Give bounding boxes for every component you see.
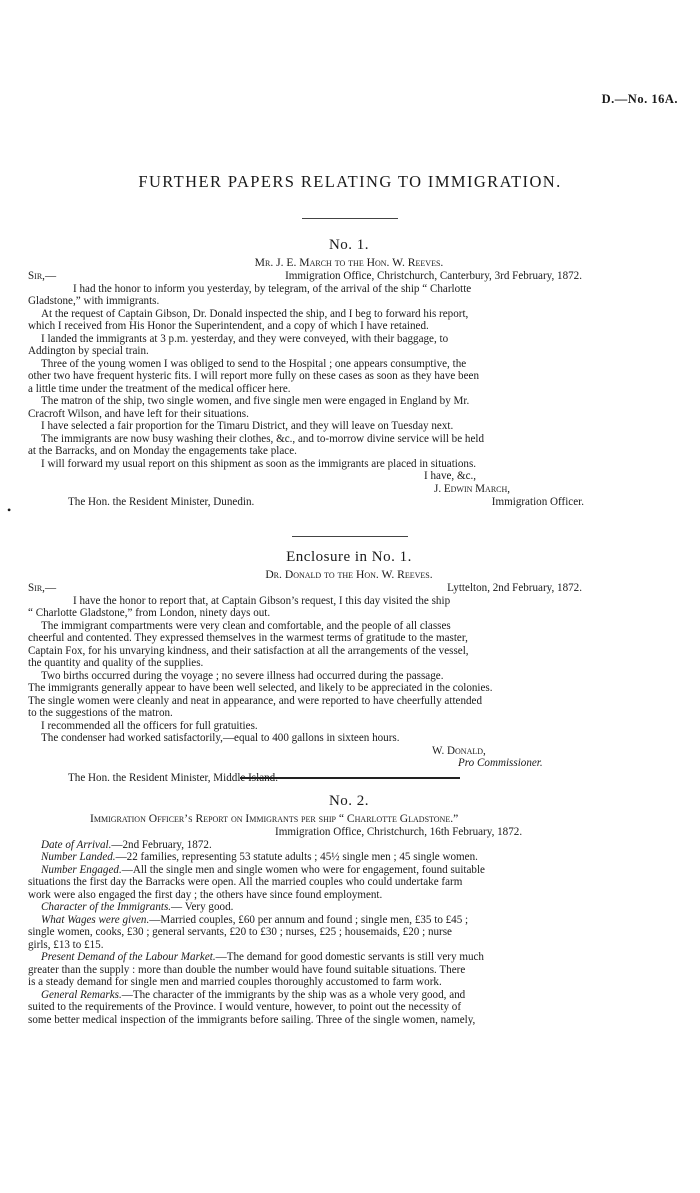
letter-1-line: Addington by special train.: [28, 345, 149, 357]
letter-1-line: The immigrants are now busy washing their clothes, &c., and to-morrow divine service will be held: [41, 432, 485, 445]
report-place-date: Immigration Office, Christchurch, 16th February, 1872.: [275, 826, 523, 838]
letter-1-line: I landed the immigrants at 3 p.m. yesterday, and they were conveyed, with their baggage, to: [41, 332, 449, 345]
report-no-2: [28, 792, 670, 1026]
report-item-text: —The demand for good domestic servants is still very much: [215, 951, 484, 963]
report-item-line: [28, 876, 670, 889]
report-item-line: [28, 964, 670, 977]
title-rule: [302, 218, 398, 219]
report-item-line: [28, 951, 670, 964]
enclosure-address-line: [28, 582, 670, 595]
enclosure-line: The immigrants generally appear to have been well selected, and likely to be appreciated in the colonies.: [28, 682, 493, 694]
report-item-label: Number Landed.: [41, 851, 116, 863]
enclosure-line: The condenser had worked satisfactorily,—equal to 400 gallons in sixteen hours.: [41, 732, 400, 744]
letter-1-signature-title: Immigration Officer.: [491, 496, 584, 508]
report-item-line: [28, 864, 670, 877]
letter-1-line: I have selected a fair proportion for the Timaru District, and they will leave on Tuesday next.: [41, 420, 454, 432]
letter-1-line: at the Barracks, and on Monday the engagements take place.: [28, 445, 297, 457]
enclosure-line: Captain Fox, for his unvarying kindness, and their satisfaction at all the arrangements of the vessel,: [28, 644, 469, 657]
report-item-line: [28, 989, 670, 1002]
report-item-text: —The character of the immigrants by the ship was as a whole very good, and: [121, 988, 466, 1001]
letter-1-line: At the request of Captain Gibson, Dr. Donald inspected the ship, and I beg to forward his report,: [41, 307, 469, 320]
report-heading-text: Immigration Officer’s Report on Immigrants per ship “ Charlotte Gladstone.”: [90, 812, 459, 825]
enclosure-place-date: Lyttelton, 2nd February, 1872.: [447, 582, 582, 594]
enclosure-addressee: The Hon. the Resident Minister, Middle Island.: [68, 771, 278, 784]
letter-1-line: I had the honor to inform you yesterday, by telegram, of the arrival of the ship “ Charlotte: [73, 282, 472, 295]
letter-1-line: Cracroft Wilson, and have left for their situations.: [28, 407, 249, 420]
enclosure-line: I recommended all the officers for full gratuities.: [41, 719, 258, 732]
report-item-text: — Very good.: [171, 901, 234, 913]
section-rule-heavy: [240, 777, 460, 779]
report-items: [28, 839, 670, 1027]
enclosure-signature: W. Donald,: [432, 744, 486, 757]
letter-1-line: Three of the young women I was obliged to send to the Hospital ; one appears consumptive, the: [41, 357, 467, 370]
document-title: FURTHER PAPERS RELATING TO IMMIGRATION.: [138, 172, 562, 191]
letter-1-heading: Mr. J. E. March to the Hon. W. Reeves.: [254, 256, 444, 269]
enclosure-heading: Dr. Donald to the Hon. W. Reeves.: [265, 568, 433, 581]
report-item-text: —2nd February, 1872.: [111, 838, 212, 851]
letter-1-line: Gladstone,” with immigrants.: [28, 295, 160, 307]
report-item-text: is a steady demand for single men and married couples thoroughly accustomed to farm work.: [28, 976, 442, 988]
letter-1-line: which I received from His Honor the Superintendent, and a copy of which I have retained.: [28, 320, 429, 332]
enclosure-line: I have the honor to report that, at Captain Gibson’s request, I this day visited the ship: [73, 594, 451, 607]
report-item-line: [28, 1014, 670, 1027]
report-item-text: situations the first day the Barracks were open. All the married couples who could undertake farm: [28, 876, 463, 888]
report-item-text: suited to the requirements of the Province. I would venture, however, to point out the necessity of: [28, 1001, 462, 1013]
letter-1-salutation: Sir,—: [28, 270, 57, 282]
report-item-label: Number Engaged.: [41, 863, 122, 876]
report-item-line: [28, 914, 670, 927]
enclosure-signature-title-text: Pro Commissioner.: [458, 757, 543, 769]
section-rule: [292, 536, 408, 537]
report-item-line: [28, 1001, 670, 1014]
margin-mark: •: [7, 503, 12, 517]
report-item-text: single women, cooks, £30 ; general servants, £20 to £30 ; nurses, £25 ; housemaids, £20 ; nurse: [28, 926, 452, 938]
report-item-line: [28, 889, 670, 902]
report-item-text: work were also engaged the first day ; the others have since found employment.: [28, 888, 383, 901]
letter-1-line: other two have frequent hysteric fits. I will report more fully on these cases as soon as they have been: [28, 370, 480, 382]
document-reference: D.—No. 16A.: [601, 92, 678, 106]
report-item-label: Character of the Immigrants.: [41, 901, 172, 913]
letter-1-number: No. 1.: [328, 237, 370, 253]
letter-1-address-line: [28, 270, 670, 283]
report-heading: [28, 812, 670, 826]
enclosure-line: “ Charlotte Gladstone,” from London, ninety days out.: [28, 607, 271, 619]
enclosure-salutation: Sir,—: [28, 582, 57, 594]
letter-1-footer-line: [28, 496, 670, 509]
enclosure-line: to the suggestions of the matron.: [28, 707, 173, 719]
report-item-line: [28, 901, 670, 914]
report-item-text: some better medical inspection of the immigrants before sailing. Three of the single women, namely,: [28, 1013, 476, 1026]
report-item-text: —All the single men and single women who were for engagement, found suitable: [121, 863, 485, 876]
report-item-line: [28, 851, 670, 864]
enclosure-line: The single women were cleanly and neat in appearance, and were reported to have cheerfully attended: [28, 694, 483, 707]
report-item-text: —22 families, representing 53 statute adults ; 45½ single men ; 45 single women.: [115, 851, 478, 863]
report-item-line: [28, 839, 670, 852]
enclosure-line: The immigrant compartments were very clean and comfortable, and the people of all classes: [41, 619, 451, 632]
enclosure: [28, 548, 670, 784]
report-item-label: General Remarks.: [41, 988, 122, 1001]
report-item-text: girls, £13 to £15.: [28, 938, 104, 951]
enclosure-number: Enclosure in No. 1.: [286, 549, 412, 565]
letter-1-place-date: Immigration Office, Christchurch, Canterbury, 3rd February, 1872.: [285, 270, 582, 282]
letter-1-signature: J. Edwin March,: [434, 482, 511, 495]
enclosure-line: Two births occurred during the voyage ; no severe illness had occurred during the passage.: [41, 669, 444, 682]
report-item-line: [28, 939, 670, 952]
report-item-line: [28, 976, 670, 989]
letter-1-line: a little time under the treatment of the medical officer here.: [28, 382, 291, 395]
enclosure-signature-title: [28, 757, 670, 770]
enclosure-line: the quantity and quality of the supplies.: [28, 657, 204, 669]
report-number: No. 2.: [328, 793, 370, 809]
report-item-text: greater than the supply : more than double the number would have found suitable situations. There: [28, 963, 466, 976]
letter-1-closing: I have, &c.,: [424, 470, 477, 482]
letter-1: [28, 236, 670, 509]
report-item-label: What Wages were given.: [41, 913, 150, 926]
enclosure-line: cheerful and contented. They expressed themselves in the warmest terms of gratitude to the master,: [28, 632, 468, 644]
report-item-label: Present Demand of the Labour Market.: [41, 951, 216, 963]
letter-1-line: I will forward my usual report on this shipment as soon as the immigrants are placed in situations.: [41, 457, 477, 470]
letter-1-addressee: The Hon. the Resident Minister, Dunedin.: [68, 496, 255, 508]
report-item-line: [28, 926, 670, 939]
letter-1-line: The matron of the ship, two single women, and five single men were engaged in England by Mr.: [41, 395, 470, 407]
report-item-text: —Married couples, £60 per annum and found ; single men, £35 to £45 ;: [149, 913, 469, 926]
report-item-label: Date of Arrival.: [41, 838, 112, 851]
